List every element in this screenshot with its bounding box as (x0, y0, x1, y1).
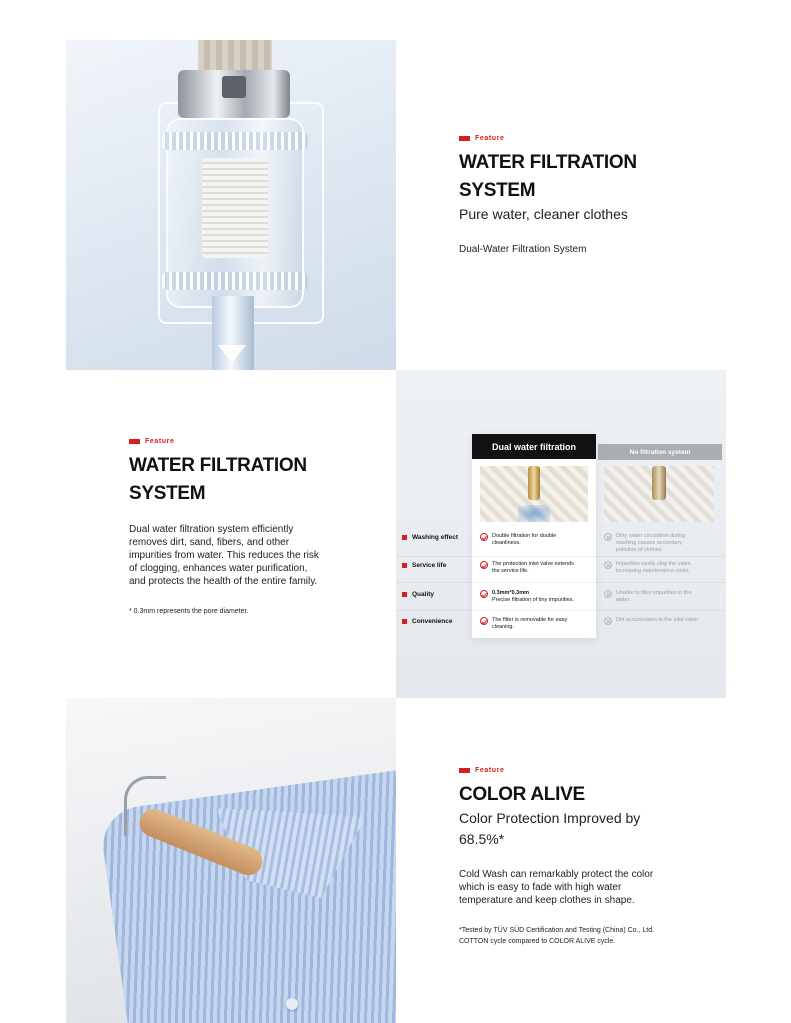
cell-dual-convenience: The filter is removable for easy cleaning. (480, 617, 592, 631)
cell-dual-service-life: The protection inlet valve extends the service life. (480, 561, 592, 575)
section-title: COLOR ALIVE (459, 784, 585, 805)
section-title (129, 452, 307, 508)
cross-icon (604, 533, 612, 541)
cell-dual-quality: 0.3mm*0.3mm Precise filtration of tiny impurities. (480, 590, 592, 604)
faucet-graphic (528, 466, 541, 500)
section-subtitle: Pure water, cleaner clothes (459, 206, 628, 222)
cell-none-washing-effect: Dirty water circulation during washing causes secondary pollution of clothes. (604, 533, 720, 554)
section-caption: Dual-Water Filtration System (459, 244, 587, 255)
footnote-line: *Tested by TÜV SÜD Certification and Testing (China) Co., Ltd. (459, 927, 655, 934)
feature-tag (459, 767, 505, 774)
row-divider (396, 556, 726, 557)
tag-marker-icon (459, 136, 470, 141)
footnote: * 0.3mm represents the pore diameter. (129, 608, 249, 615)
tag-marker-icon (459, 768, 470, 773)
cross-icon (604, 617, 612, 625)
check-icon (480, 533, 488, 541)
shirt-button-graphic (286, 998, 298, 1010)
shirt-on-hanger-image (66, 698, 396, 1023)
cell-none-quality: Unable to filter impurities in the water. (604, 590, 720, 604)
clean-water-graphic (518, 505, 550, 522)
cell-dual-washing-effect: Double filtration for double cleanliness. (480, 533, 592, 547)
row-label-quality: Quality (402, 591, 434, 598)
section-body (129, 523, 359, 588)
row-marker-icon (402, 619, 407, 624)
body-line: Dual water filtration system efficiently (129, 524, 294, 535)
section-title (459, 149, 637, 205)
row-label-washing-effect: Washing effect (402, 534, 458, 541)
filter-ring-bottom (162, 272, 308, 290)
cell-none-convenience: Dirt accumulates in the inlet valve. (604, 617, 720, 625)
feature-tag-label: Feature (475, 767, 505, 774)
body-line: and protects the health of the entire family. (129, 576, 318, 587)
row-marker-icon (402, 535, 407, 540)
check-icon (480, 590, 488, 598)
section-body (459, 868, 689, 907)
filter-cartridge (202, 158, 268, 258)
body-line: removes dirt, sand, fibers, and other (129, 537, 290, 548)
row-marker-icon (402, 563, 407, 568)
feature-tag (459, 135, 505, 142)
dual-filtration-image (480, 466, 588, 522)
section-title-line: SYSTEM (459, 180, 536, 201)
comparison-table (396, 370, 726, 698)
no-filtration-header: No filtration system (598, 444, 722, 460)
check-icon (480, 617, 488, 625)
footnote-line: COTTON cycle compared to COLOR ALIVE cycle. (459, 938, 616, 945)
body-line: impurities from water. This reduces the risk (129, 550, 319, 561)
body-line: temperature and keep clothes in shape. (459, 895, 635, 906)
cross-icon (604, 561, 612, 569)
subtitle-line: Color Protection Improved by (459, 810, 641, 826)
section-subtitle (459, 808, 640, 850)
section-title-line: WATER FILTRATION (129, 455, 307, 476)
row-divider (396, 610, 726, 611)
row-marker-icon (402, 592, 407, 597)
footnote (459, 925, 719, 947)
body-line: Cold Wash can remarkably protect the color (459, 869, 654, 880)
section-title-line: WATER FILTRATION (459, 152, 637, 173)
subtitle-line: 68.5%* (459, 831, 505, 847)
cell-none-service-life: Impurities easily clog the valve, increasing maintenance costs. (604, 561, 720, 575)
feature-tag-label: Feature (145, 438, 175, 445)
dual-filtration-header: Dual water filtration (472, 434, 596, 459)
cross-icon (604, 590, 612, 598)
feature-tag-label: Feature (475, 135, 505, 142)
tag-marker-icon (129, 439, 140, 444)
row-label-service-life: Service life (402, 562, 446, 569)
faucet-graphic (652, 466, 665, 500)
filter-ring-top (162, 132, 308, 150)
body-line: which is easy to fade with high water (459, 882, 622, 893)
filter-nut (222, 76, 246, 98)
row-divider (396, 582, 726, 583)
flow-arrow-icon (218, 345, 246, 363)
check-icon (480, 561, 488, 569)
body-line: of clogging, enhances water purification, (129, 563, 308, 574)
feature-tag (129, 438, 175, 445)
no-filtration-image (604, 466, 714, 522)
water-filter-image (66, 40, 396, 370)
section-title-line: SYSTEM (129, 483, 206, 504)
row-label-convenience: Convenience (402, 618, 452, 625)
